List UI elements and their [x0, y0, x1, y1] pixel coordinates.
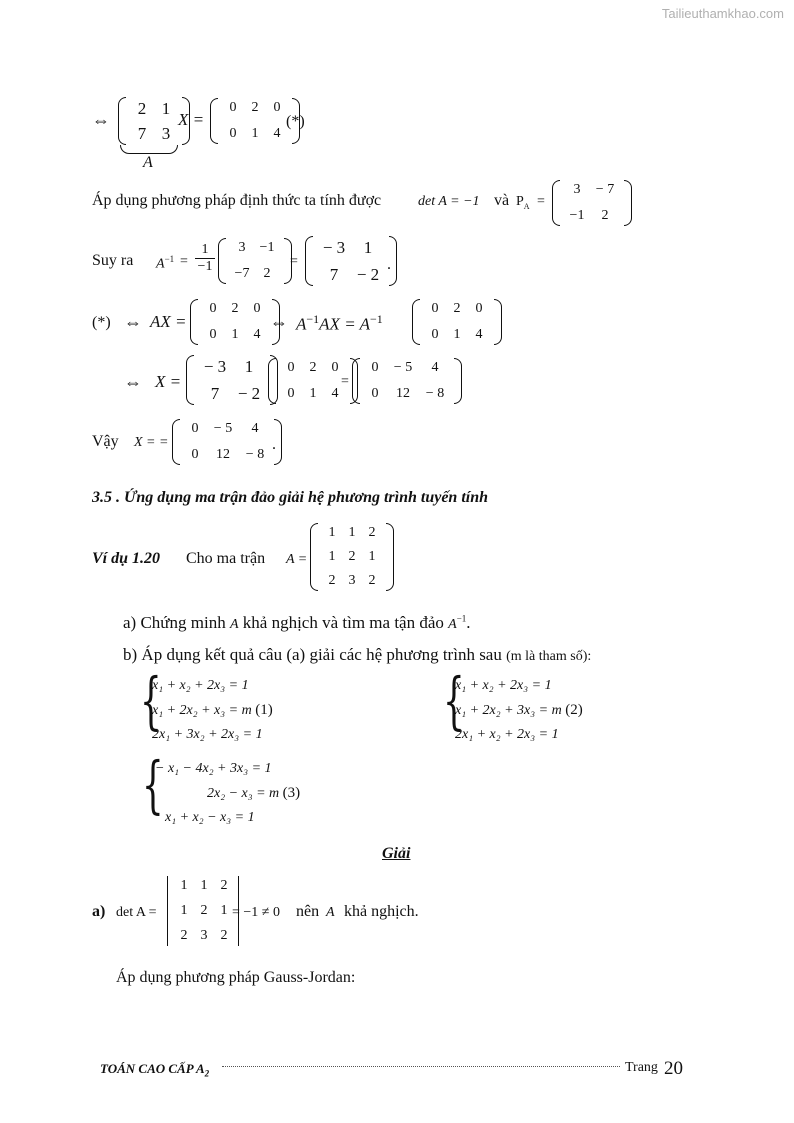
- matrix-inverse-2: − 3 1 7 − 2: [186, 355, 278, 405]
- underbrace: [120, 145, 178, 154]
- system-2: x₁ + x₂ + 2x₃ = 1 x₁ + 2x₂ + 3x₃ = m (2) 2x₁ + x₂ + 2x₃ = 1: [455, 678, 583, 742]
- det-value: det A = −1: [418, 194, 480, 209]
- matrix-inverse: − 3 1 7 − 2: [305, 236, 397, 286]
- period-2: .: [272, 436, 276, 453]
- footer-title: TOÁN CAO CẤP $A_2$: [100, 1061, 210, 1079]
- va-text: và: [494, 192, 510, 209]
- det-sentence: Áp dụng phương pháp định thức ta tính được: [92, 192, 382, 209]
- example-a-equals: A =: [286, 552, 308, 567]
- item-b: b) Áp dụng kết quả câu (a) giải các hệ phương trình sau (m là tham số):: [123, 645, 592, 664]
- period: .: [387, 256, 391, 273]
- ax-equals: AX =: [150, 312, 187, 331]
- system-3: − x₁ − 4x₂ + 3x₃ = 1 2x₂ − x₃ = m (3) x₁ + x₂ − x₃ = 1: [155, 761, 301, 825]
- x-equals: X =: [178, 110, 205, 129]
- matrix-right-3: 0 2 0 0 1 4: [412, 299, 502, 345]
- matrix-right-2: 0 2 0 0 1 4: [190, 299, 280, 345]
- inv-equals-2: =: [290, 254, 298, 269]
- matrix-adj: 3 −1 −7 2: [218, 238, 292, 284]
- brace-1: {: [140, 664, 162, 737]
- iff-symbol-4: ⇔: [124, 372, 142, 392]
- a-inv-ax: $A^{-1}AX = A^{-1}$: [296, 312, 383, 334]
- matrix-result: 0 − 5 4 0 12 − 8: [352, 358, 462, 404]
- star-tag: (*): [92, 314, 111, 331]
- equation-tag: (*): [286, 113, 305, 130]
- iff-symbol-3: ⇔: [270, 312, 288, 332]
- pa-equals: =: [537, 194, 545, 209]
- suy-ra: Suy ra: [92, 252, 134, 269]
- section-heading: 3.5 . Ứng dụng ma trận đảo giải hệ phương trình tuyến tính: [92, 489, 489, 506]
- matrix-final: 0 − 5 4 0 12 − 8: [172, 419, 282, 465]
- item-a: a) Chứng minh A khả nghịch và tìm ma tận đảo $A^{-1}$.: [123, 613, 471, 632]
- page-number: 20: [664, 1058, 683, 1079]
- brace-2: {: [443, 664, 465, 737]
- vay-text: Vậy: [92, 433, 119, 450]
- matrix-right-1: 0 2 0 0 1 4: [210, 98, 300, 144]
- nen-text: nên: [296, 903, 320, 920]
- x-equals-4: X = =: [134, 435, 169, 450]
- footer-trang: Trang: [625, 1060, 658, 1075]
- inv-equals: =: [180, 254, 188, 269]
- example-text: Cho ma trận: [186, 550, 266, 567]
- part-a-det: det A =: [116, 905, 157, 920]
- matrix-right-4: 0 2 0 0 1 4: [268, 358, 358, 404]
- det-result: = −1 ≠ 0: [232, 905, 280, 920]
- system-1: x₁ + x₂ + 2x₃ = 1 x₁ + 2x₂ + x₃ = m (1) 2x₁ + 3x₂ + 2x₃ = 1: [152, 678, 273, 742]
- iff-symbol-2: ⇔: [124, 312, 142, 332]
- footer-dots: [222, 1066, 620, 1067]
- kha-nghich: khả nghịch.: [344, 903, 419, 920]
- x-equals-2: X =: [155, 372, 182, 391]
- part-a-label: a): [92, 903, 106, 920]
- gauss-line: Áp dụng phương pháp Gauss-Jordan:: [116, 969, 356, 986]
- giai-heading: Giải: [382, 845, 411, 862]
- example-matrix: 1 1 2 1 2 1 2 3 2: [310, 523, 394, 591]
- matrix-A: 2 1 7 3: [118, 97, 190, 145]
- matrix-PA: 3 − 7 −1 2: [552, 180, 632, 226]
- fraction: 1 −1: [195, 242, 215, 275]
- example-label: Ví dụ 1.20: [92, 550, 161, 567]
- part-a-A: A: [326, 905, 335, 920]
- pa-label: $P_A$: [516, 194, 530, 211]
- underbrace-label: A: [143, 154, 153, 171]
- x-equals-3: =: [341, 374, 349, 389]
- det-matrix: 1 1 2 1 2 1 2 3 2: [167, 876, 241, 946]
- brace-3: {: [142, 748, 164, 821]
- a-inverse: $A^{-1}$: [156, 254, 175, 272]
- watermark: Tailieuthamkhao.com: [661, 6, 784, 21]
- iff-symbol: ⇔: [92, 110, 110, 130]
